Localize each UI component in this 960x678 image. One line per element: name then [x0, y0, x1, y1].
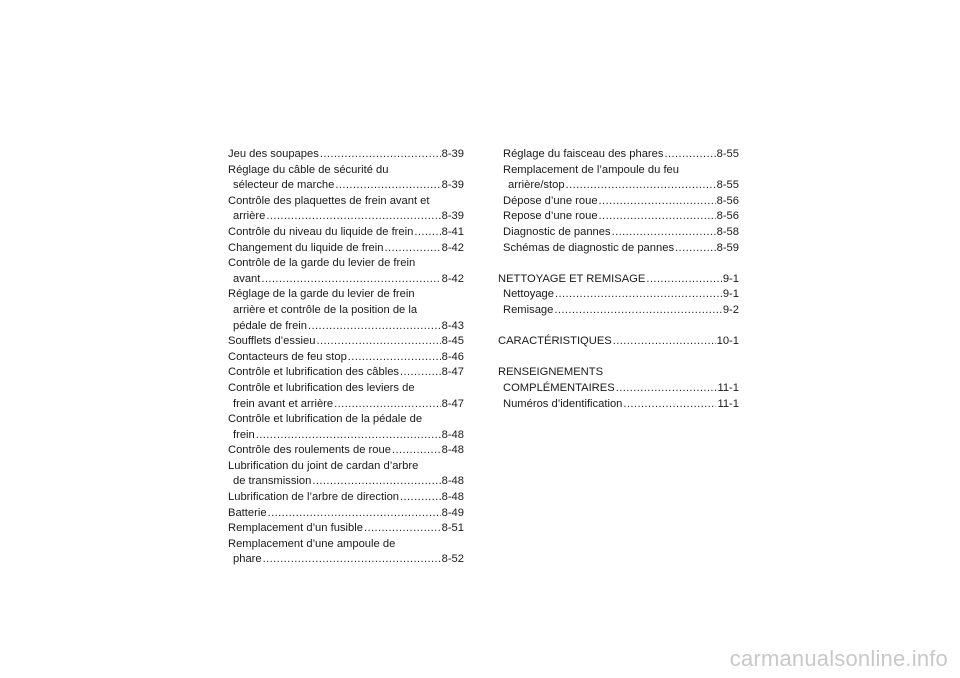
- toc-entry[interactable]: [228, 490, 464, 506]
- toc-page-number: 9-2: [722, 303, 739, 316]
- toc-entry[interactable]: [503, 194, 739, 210]
- toc-dot-leader: [612, 225, 716, 241]
- toc-page-number: 8-48: [441, 428, 464, 441]
- toc-entry-continuation: [228, 272, 464, 288]
- toc-entry[interactable]: [503, 209, 739, 225]
- toc-page-number: 8-39: [441, 210, 464, 223]
- toc-page-number: 8-52: [441, 553, 464, 566]
- toc-page-number: 9-1: [722, 288, 739, 301]
- toc-dot-leader: [555, 287, 722, 303]
- toc-dot-leader: [308, 319, 441, 335]
- toc-entry-title: Contacteurs de feu stop: [228, 350, 347, 363]
- toc-entry-title: frein avant et arrière: [233, 397, 334, 410]
- toc-entry[interactable]: [503, 163, 739, 194]
- toc-page-number: 8-51: [441, 522, 464, 535]
- toc-dot-leader: [400, 490, 441, 506]
- toc-entry-continuation: [228, 552, 464, 568]
- toc-entry-line: [498, 303, 739, 319]
- toc-dot-leader: [385, 241, 441, 257]
- toc-entry[interactable]: [228, 334, 464, 350]
- toc-page-number: 8-48: [441, 475, 464, 488]
- toc-page-number: 8-48: [441, 491, 464, 504]
- toc-entry-continuation: [228, 428, 464, 444]
- toc-entry-title: Contrôle de la garde du levier de frein: [228, 257, 416, 270]
- toc-entry[interactable]: [498, 334, 739, 350]
- toc-entry-title: Réglage de la garde du levier de frein: [228, 288, 415, 301]
- toc-entry-title: Réglage du faisceau des phares: [503, 148, 664, 160]
- toc-entry-title: Changement du liquide de frein: [228, 241, 384, 254]
- toc-dot-leader: [400, 365, 441, 381]
- toc-page-number: 11-1: [717, 397, 739, 410]
- toc-entry-title: Batterie: [228, 506, 267, 519]
- toc-dot-leader: [261, 272, 440, 288]
- toc-dot-leader: [414, 225, 440, 241]
- toc-entry-title: CARACTÉRISTIQUES: [498, 335, 612, 348]
- toc-entry-title: Lubrification du joint de cardan d’arbre: [228, 459, 419, 472]
- toc-entry-line: [228, 506, 464, 522]
- toc-entry-title: Contrôle et lubrification des leviers de: [228, 381, 415, 394]
- toc-entry-continuation: [228, 303, 464, 319]
- toc-dot-leader: [348, 350, 441, 366]
- toc-entry-title: Lubrification de l’arbre de direction: [228, 491, 400, 504]
- toc-entry-line: [498, 397, 739, 413]
- toc-page-number: 8-56: [716, 210, 739, 223]
- toc-entry-line: [228, 521, 464, 537]
- toc-group-chapter-11: [498, 365, 739, 412]
- toc-entry[interactable]: [228, 506, 464, 522]
- toc-entry-line: [503, 163, 739, 179]
- toc-entry[interactable]: [228, 287, 464, 334]
- toc-entry[interactable]: [228, 256, 464, 287]
- toc-entry-line: [503, 209, 739, 225]
- toc-entry-title: Soufflets d’essieu: [228, 335, 316, 348]
- toc-entry-line: [228, 443, 464, 459]
- toc-entry-line: [228, 412, 464, 428]
- toc-page-number: 8-39: [441, 179, 464, 192]
- toc-dot-leader: [599, 194, 716, 210]
- toc-group-chapter-10: [498, 334, 739, 350]
- toc-entry-line: [228, 194, 464, 210]
- toc-entry-title: Remplacement de l’ampoule du feu: [503, 163, 679, 176]
- toc-dot-leader: [664, 147, 715, 163]
- toc-entry[interactable]: [228, 443, 464, 459]
- toc-column-right: [498, 147, 739, 412]
- toc-entry-continuation: [228, 209, 464, 225]
- toc-entry[interactable]: [498, 272, 739, 288]
- toc-page-number: 8-59: [716, 241, 739, 254]
- toc-entry-title: COMPLÉMENTAIRES: [503, 381, 615, 394]
- toc-dot-leader: [334, 397, 440, 413]
- toc-dot-leader: [554, 303, 721, 319]
- toc-page-number: 11-1: [717, 381, 739, 394]
- toc-dot-leader: [616, 381, 717, 397]
- toc-entry[interactable]: [228, 241, 464, 257]
- toc-entry-line: [228, 350, 464, 366]
- toc-entry-title: Réglage du câble de sécurité du: [228, 163, 389, 176]
- toc-entry-title: arrière: [233, 210, 266, 223]
- toc-entry[interactable]: [498, 287, 739, 303]
- toc-entry-line: [228, 147, 464, 163]
- toc-entry-continuation: [498, 381, 739, 397]
- toc-dot-leader: [623, 397, 716, 413]
- toc-entry-title: phare: [233, 553, 262, 566]
- toc-entry[interactable]: [503, 225, 739, 241]
- toc-entry-line: [503, 194, 739, 210]
- toc-gap: [498, 319, 739, 335]
- toc-entry[interactable]: [503, 241, 739, 257]
- toc-entry-line: [498, 365, 739, 381]
- toc-page-number: 9-1: [722, 272, 739, 285]
- toc-dot-leader: [364, 521, 441, 537]
- toc-page-number: 8-48: [441, 444, 464, 457]
- toc-entry[interactable]: [228, 412, 464, 443]
- toc-group-chapter-9: [498, 272, 739, 319]
- toc-entry-title: Numéros d’identification: [503, 397, 623, 410]
- toc-entry-line: [498, 287, 739, 303]
- toc-dot-leader: [675, 241, 716, 257]
- toc-page-number: 10-1: [716, 335, 739, 348]
- toc-group-chapter-8-continued: [498, 147, 739, 256]
- toc-page-number: 8-43: [441, 319, 464, 332]
- toc-gap: [498, 350, 739, 366]
- toc-dot-leader: [316, 334, 440, 350]
- toc-entry-line: [228, 163, 464, 179]
- toc-entry-title: pédale de frein: [233, 319, 308, 332]
- toc-entry-title: Remisage: [503, 303, 554, 316]
- toc-page-number: 8-39: [441, 148, 464, 160]
- toc-entry[interactable]: [498, 365, 739, 396]
- toc-entry-line: [228, 287, 464, 303]
- toc-entry-title: avant: [233, 272, 261, 285]
- toc-dot-leader: [312, 474, 440, 490]
- toc-entry-line: [503, 225, 739, 241]
- toc-entry[interactable]: [228, 381, 464, 412]
- toc-page-number: 8-58: [716, 225, 739, 238]
- toc-entry-line: [228, 225, 464, 241]
- toc-entry[interactable]: [228, 163, 464, 194]
- toc-dot-leader: [320, 147, 441, 163]
- toc-entry[interactable]: [228, 225, 464, 241]
- toc-page-number: 8-42: [441, 272, 464, 285]
- toc-entry-title: Remplacement d’un fusible: [228, 522, 363, 535]
- toc-dot-leader: [599, 209, 716, 225]
- toc-entry-title: Contrôle du niveau du liquide de frein: [228, 225, 414, 238]
- toc-entry-title: Nettoyage: [503, 288, 554, 301]
- toc-entry[interactable]: [503, 147, 739, 163]
- toc-entry-title: arrière et contrôle de la position de la: [233, 303, 418, 316]
- toc-entry-title: Schémas de diagnostic de pannes: [503, 241, 675, 254]
- toc-entry-title: Contrôle et lubrification des câbles: [228, 366, 400, 379]
- toc-dot-leader: [646, 272, 721, 288]
- toc-page-number: 8-49: [441, 506, 464, 519]
- toc-dot-leader: [613, 334, 716, 350]
- toc-entry-continuation: [228, 319, 464, 335]
- toc-entry-title: de transmission: [233, 475, 312, 488]
- toc-page-number: 8-45: [441, 335, 464, 348]
- toc-entry-title: arrière/stop: [508, 179, 565, 192]
- toc-gap: [498, 256, 739, 272]
- toc-entry[interactable]: [498, 397, 739, 413]
- toc-column-left: [228, 147, 464, 568]
- toc-entry-line: [228, 241, 464, 257]
- toc-dot-leader: [566, 178, 716, 194]
- toc-page-number: 8-47: [441, 366, 464, 379]
- toc-dot-leader: [392, 443, 441, 459]
- toc-entry-line: [228, 334, 464, 350]
- toc-dot-leader: [268, 506, 441, 522]
- toc-entry-line: [228, 365, 464, 381]
- toc-entry-continuation: [228, 474, 464, 490]
- toc-dot-leader: [266, 209, 440, 225]
- toc-entry-title: RENSEIGNEMENTS: [498, 366, 604, 379]
- toc-entry-line: [228, 256, 464, 272]
- toc-entry[interactable]: [228, 459, 464, 490]
- toc-entry-title: sélecteur de marche: [233, 179, 335, 192]
- toc-entry-title: NETTOYAGE ET REMISAGE: [498, 272, 646, 285]
- toc-entry-title: Diagnostic de pannes: [503, 225, 611, 238]
- toc-entry-title: Dépose d’une roue: [503, 194, 598, 207]
- toc-entry-line: [503, 241, 739, 257]
- toc-entry-title: Remplacement d’une ampoule de: [228, 537, 396, 550]
- toc-entry-title: Repose d’une roue: [503, 210, 598, 223]
- toc-entry-line: [498, 272, 739, 288]
- toc-dot-leader: [256, 428, 441, 444]
- toc-entry[interactable]: [228, 194, 464, 225]
- toc-entry-line: [228, 537, 464, 553]
- toc-page-number: 8-42: [441, 241, 464, 254]
- toc-entry-line: [228, 381, 464, 397]
- toc-dot-leader: [263, 552, 441, 568]
- toc-entry[interactable]: [498, 303, 739, 319]
- toc-entry-title: Contrôle des roulements de roue: [228, 444, 391, 457]
- toc-entry-continuation: [228, 397, 464, 413]
- toc-dot-leader: [335, 178, 440, 194]
- toc-entry[interactable]: [228, 350, 464, 366]
- toc-entry-continuation: [228, 178, 464, 194]
- toc-page-number: 8-55: [716, 148, 739, 160]
- toc-page-number: 8-55: [716, 179, 739, 192]
- toc-entry[interactable]: [228, 365, 464, 381]
- toc-entry-title: Contrôle des plaquettes de frein avant et: [228, 194, 430, 207]
- toc-entry[interactable]: [228, 147, 464, 163]
- toc-entry-line: [228, 459, 464, 475]
- toc-entry-line: [498, 334, 739, 350]
- toc-page-number: 8-56: [716, 194, 739, 207]
- toc-entry[interactable]: [228, 537, 464, 568]
- toc-page-number: 8-41: [441, 225, 464, 238]
- toc-entry-continuation: [503, 178, 739, 194]
- toc-entry-line: [228, 490, 464, 506]
- toc-page-number: 8-47: [441, 397, 464, 410]
- toc-page-number: 8-46: [441, 350, 464, 363]
- watermark-text: carmanualsonline.info: [729, 646, 948, 671]
- toc-entry-line: [503, 147, 739, 163]
- toc-entry-title: frein: [233, 428, 255, 441]
- toc-entry[interactable]: [228, 521, 464, 537]
- toc-entry-title: Jeu des soupapes: [228, 148, 319, 160]
- toc-entry-title: Contrôle et lubrification de la pédale de: [228, 413, 423, 426]
